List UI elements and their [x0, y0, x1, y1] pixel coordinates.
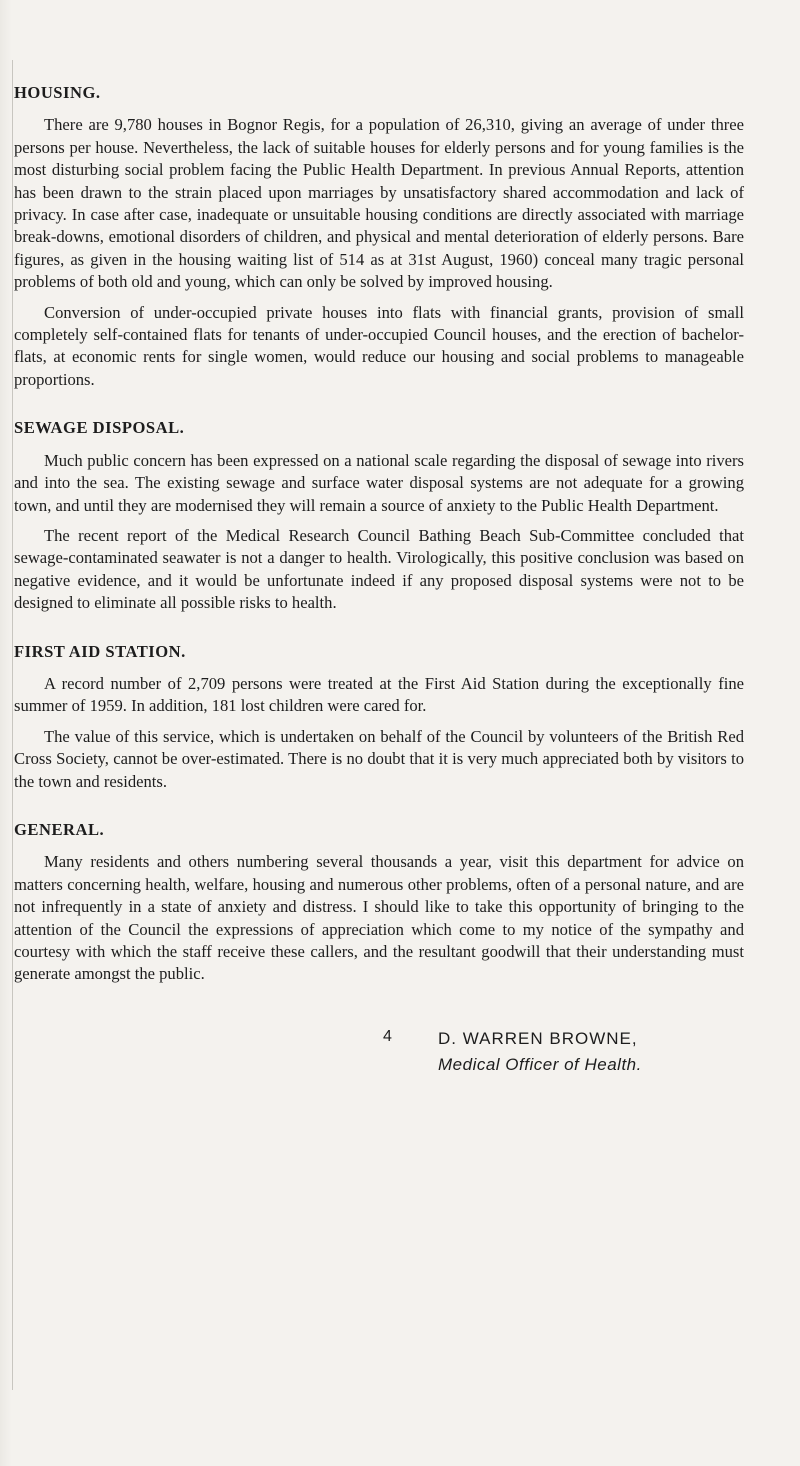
- section-heading: FIRST AID STATION.: [14, 641, 186, 661]
- signer-title: Medical Officer of Health.: [438, 1054, 642, 1074]
- paragraph: A record number of 2,709 persons were treated at the First Aid Station during the exceptionally fine summer of 1959. In addition, 181 lost children were cared for.: [14, 673, 744, 716]
- signature-block: [438, 1026, 744, 1078]
- section-heading: HOUSING.: [14, 83, 101, 102]
- section-general: [14, 819, 744, 986]
- paragraph: There are 9,780 houses in Bognor Regis, for a population of 26,310, giving an average of under three persons per house. Nevertheless, the lack of suitable houses for elderly persons and for young families is the most disturbing social problem facing the Public Health Department. In previous Annual Reports, attention has been drawn to the strain placed upon marriages by unsatisfactory shared accommodation and lack of privacy. In case after case, inadequate or unsuitable housing conditions are directly associated with marriage break-downs, emotional disorders of children, and physical and mental deterioration of elderly persons. Bare figures, as given in the housing waiting list of 514 as at 31st August, 1960) conceal many tragic personal problems of both old and young, which can only be solved by improved housing.: [14, 115, 744, 292]
- document-page: [14, 82, 744, 1078]
- signer-name: D. WARREN BROWNE,: [438, 1028, 638, 1048]
- section-first-aid-station: [14, 641, 744, 793]
- section-heading: GENERAL.: [14, 819, 105, 839]
- section-sewage-disposal: [14, 417, 744, 614]
- paragraph: Many residents and others numbering several thousands a year, visit this department for advice on matters concerning health, welfare, housing and numerous other problems, often of a personal nature, and are not infrequently in a state of anxiety and distress. I should like to take this opportunity of bringing to the attention of the Council the expressions of appreciation which come to my notice of the sympathy and courtesy with which the staff receive these callers, and the resultant goodwill that their understanding must generate amongst the public.: [14, 852, 744, 984]
- page-left-edge: [0, 0, 12, 1466]
- page-number: 4: [383, 1028, 392, 1045]
- paragraph: The value of this service, which is undertaken on behalf of the Council by volunteers of the British Red Cross Society, cannot be over-estimated. There is no doubt that it is very much appreciated both by visitors to the town and residents.: [14, 726, 744, 791]
- paragraph: Much public concern has been expressed on a national scale regarding the disposal of sewage into rivers and into the sea. The existing sewage and surface water disposal systems are not adequate for a growing town, and until they are modernised they will remain a source of anxiety to the Public Health Department.: [14, 450, 744, 515]
- section-heading: SEWAGE DISPOSAL.: [14, 418, 185, 438]
- section-housing: [14, 82, 744, 391]
- binding-gutter-line: [12, 60, 13, 1390]
- paragraph: Conversion of under-occupied private houses into flats with financial grants, provision of small completely self-contained flats for tenants of under-occupied Council houses, and the erection of bachelor-flats, at economic rents for single women, would reduce our housing and social problems to manageable proportions.: [14, 302, 744, 389]
- paragraph: The recent report of the Medical Research Council Bathing Beach Sub-Committee concluded that sewage-contaminated seawater is not a danger to health. Virologically, this positive conclusion was based on negative evidence, and it would be unfortunate indeed if any proposed disposal systems were not to be designed to eliminate all possible risks to health.: [14, 525, 744, 613]
